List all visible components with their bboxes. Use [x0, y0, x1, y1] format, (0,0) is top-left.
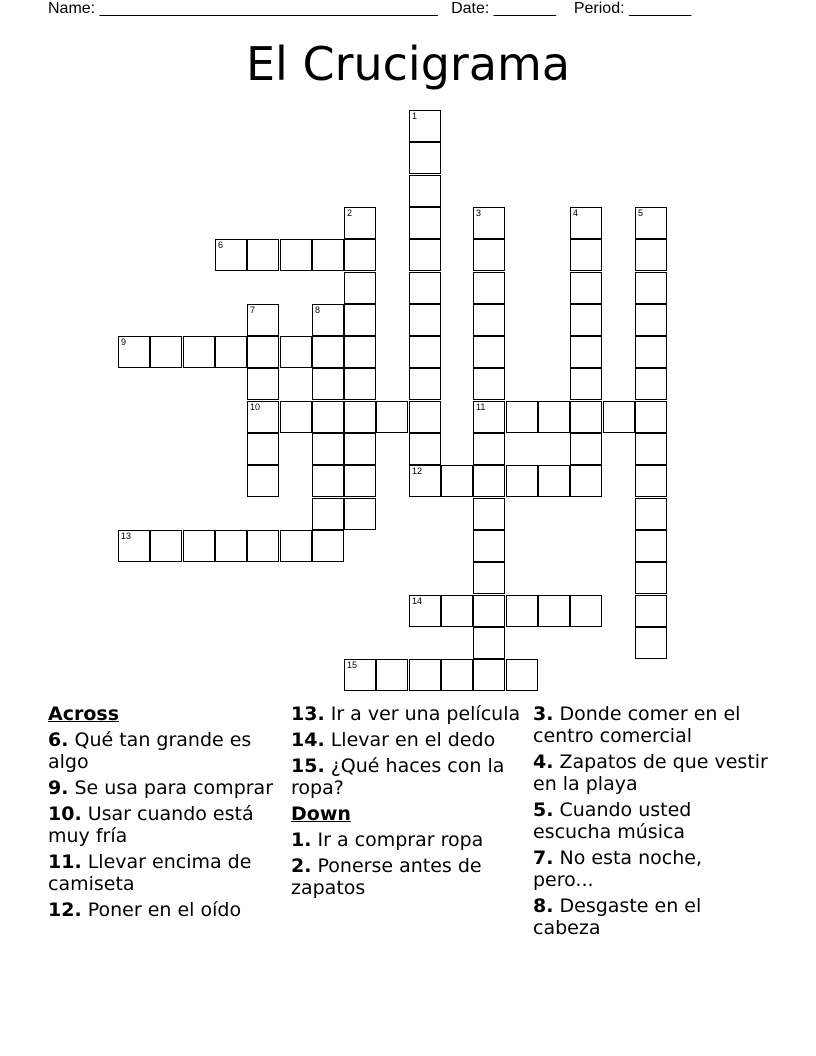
grid-cell[interactable] — [473, 401, 505, 433]
grid-cell[interactable] — [183, 530, 215, 562]
grid-cell[interactable] — [409, 433, 441, 465]
grid-cell[interactable] — [473, 272, 505, 304]
clue-number: 10 — [250, 402, 261, 412]
grid-cell[interactable] — [409, 304, 441, 336]
grid-cell[interactable] — [506, 595, 538, 627]
grid-cell[interactable] — [247, 336, 279, 368]
clue-down-2: 2. Ponerse antes de zapatos — [291, 855, 482, 899]
grid-cell[interactable] — [570, 401, 602, 433]
grid-cell[interactable] — [150, 336, 182, 368]
clue-number: 13 — [121, 531, 132, 541]
clue-down-5: 5. Cuando usted escucha música — [533, 799, 692, 843]
grid-cell[interactable] — [409, 336, 441, 368]
grid-cell[interactable] — [344, 368, 376, 400]
grid-cell[interactable] — [635, 304, 667, 336]
grid-cell[interactable] — [538, 595, 570, 627]
clue-across-9: 9. Se usa para comprar — [48, 777, 274, 799]
grid-cell[interactable] — [473, 627, 505, 659]
grid-cell[interactable] — [183, 336, 215, 368]
clue-across-12: 12. Poner en el oído — [48, 899, 242, 921]
grid-cell[interactable] — [247, 239, 279, 271]
grid-cell[interactable] — [473, 433, 505, 465]
clue-number: 7 — [250, 305, 256, 315]
clue-down-4: 4. Zapatos de que vestir en la playa — [533, 751, 768, 795]
clue-number: 5 — [638, 208, 644, 218]
grid-cell[interactable] — [635, 368, 667, 400]
grid-cell[interactable] — [473, 304, 505, 336]
down-heading: Down — [291, 803, 351, 825]
period-label: Period: — [573, 0, 625, 17]
clue-down-8: 8. Desgaste en el cabeza — [533, 895, 702, 939]
grid-cell[interactable] — [473, 595, 505, 627]
worksheet-header — [48, 0, 691, 18]
clue-number: 9 — [121, 337, 127, 347]
grid-cell[interactable] — [409, 239, 441, 271]
grid-cell[interactable] — [570, 595, 602, 627]
grid-cell[interactable] — [247, 530, 279, 562]
grid-cell[interactable] — [473, 239, 505, 271]
grid-cell[interactable] — [409, 175, 441, 207]
grid-cell[interactable] — [409, 465, 441, 497]
clue-number: 12 — [412, 466, 423, 476]
grid-cell[interactable] — [473, 498, 505, 530]
clue-number: 3 — [476, 208, 482, 218]
grid-cell[interactable] — [118, 530, 150, 562]
grid-cell[interactable] — [344, 498, 376, 530]
clue-number: 4 — [573, 208, 579, 218]
clue-across-13: 13. Ir a ver una película — [291, 703, 521, 725]
grid-cell[interactable] — [635, 207, 667, 239]
grid-cell[interactable] — [441, 465, 473, 497]
grid-cell[interactable] — [215, 336, 247, 368]
grid-cell[interactable] — [635, 401, 667, 433]
grid-cell[interactable] — [473, 530, 505, 562]
clue-number: 6 — [218, 240, 224, 250]
grid-cell[interactable] — [441, 595, 473, 627]
grid-cell[interactable] — [570, 207, 602, 239]
grid-cell[interactable] — [344, 207, 376, 239]
clue-number: 1 — [412, 111, 418, 121]
grid-cell[interactable] — [473, 368, 505, 400]
grid-cell[interactable] — [473, 207, 505, 239]
grid-cell[interactable] — [409, 207, 441, 239]
grid-cell[interactable] — [376, 659, 408, 691]
grid-cell[interactable] — [409, 401, 441, 433]
grid-cell[interactable] — [376, 401, 408, 433]
grid-cell[interactable] — [570, 304, 602, 336]
clue-number: 2 — [347, 208, 353, 218]
grid-cell[interactable] — [215, 239, 247, 271]
grid-cell[interactable] — [312, 401, 344, 433]
grid-cell[interactable] — [344, 465, 376, 497]
grid-cell[interactable] — [312, 304, 344, 336]
grid-cell[interactable] — [280, 401, 312, 433]
grid-cell[interactable] — [635, 433, 667, 465]
grid-cell[interactable] — [635, 239, 667, 271]
grid-cell[interactable] — [570, 465, 602, 497]
grid-cell[interactable] — [247, 368, 279, 400]
across-heading: Across — [48, 703, 120, 725]
grid-cell[interactable] — [215, 530, 247, 562]
grid-cell[interactable] — [570, 239, 602, 271]
grid-cell[interactable] — [635, 595, 667, 627]
grid-cell[interactable] — [506, 465, 538, 497]
grid-cell[interactable] — [312, 368, 344, 400]
date-label: Date: — [451, 0, 490, 17]
grid-cell[interactable] — [635, 272, 667, 304]
grid-cell[interactable] — [506, 401, 538, 433]
clue-number: 15 — [347, 660, 358, 670]
grid-cell[interactable] — [312, 239, 344, 271]
grid-cell[interactable] — [344, 336, 376, 368]
grid-cell[interactable] — [150, 530, 182, 562]
grid-cell[interactable] — [344, 304, 376, 336]
grid-cell[interactable] — [603, 401, 635, 433]
grid-cell[interactable] — [409, 659, 441, 691]
grid-cell[interactable] — [409, 142, 441, 174]
page-title: El Crucigrama — [245, 37, 571, 91]
grid-cell[interactable] — [280, 239, 312, 271]
grid-cell[interactable] — [570, 272, 602, 304]
clue-down-7: 7. No esta noche, pero... — [533, 847, 702, 891]
grid-cell[interactable] — [635, 562, 667, 594]
grid-cell[interactable] — [473, 562, 505, 594]
grid-cell[interactable] — [473, 336, 505, 368]
grid-cell[interactable] — [506, 659, 538, 691]
grid-cell[interactable] — [473, 465, 505, 497]
clue-number: 11 — [476, 402, 486, 412]
grid-cell[interactable] — [344, 401, 376, 433]
clue-down-1: 1. Ir a comprar ropa — [291, 829, 484, 851]
grid-cell[interactable] — [409, 595, 441, 627]
period-blank[interactable]: _______ — [629, 0, 692, 17]
grid-cell[interactable] — [247, 304, 279, 336]
grid-cell[interactable] — [247, 465, 279, 497]
grid-cell[interactable] — [538, 465, 570, 497]
grid-cell[interactable] — [635, 465, 667, 497]
clue-across-14: 14. Llevar en el dedo — [291, 729, 496, 751]
grid-cell[interactable] — [635, 627, 667, 659]
clue-across-10: 10. Usar cuando está muy fría — [48, 803, 254, 847]
grid-cell[interactable] — [247, 401, 279, 433]
grid-cell[interactable] — [635, 336, 667, 368]
grid-cell[interactable] — [312, 465, 344, 497]
grid-cell[interactable] — [118, 336, 150, 368]
clues-column-3 — [533, 703, 768, 943]
grid-cell[interactable] — [280, 336, 312, 368]
grid-cell[interactable] — [344, 659, 376, 691]
grid-cell[interactable] — [570, 433, 602, 465]
grid-cell[interactable] — [312, 498, 344, 530]
grid-cell[interactable] — [409, 110, 441, 142]
grid-cell[interactable] — [570, 336, 602, 368]
date-blank[interactable]: _______ — [493, 0, 557, 17]
grid-cell[interactable] — [409, 272, 441, 304]
clue-across-11: 11. Llevar encima de camiseta — [48, 851, 252, 895]
grid-cell[interactable] — [344, 433, 376, 465]
grid-cell[interactable] — [570, 368, 602, 400]
clue-number: 8 — [315, 305, 321, 315]
clues-column-2 — [291, 703, 526, 903]
clue-across-6: 6. Qué tan grande es algo — [48, 729, 252, 773]
grid-cell[interactable] — [344, 239, 376, 271]
clues-column-1 — [48, 703, 283, 925]
grid-cell[interactable] — [441, 659, 473, 691]
grid-cell[interactable] — [280, 530, 312, 562]
name-label: Name: — [48, 0, 96, 17]
grid-cell[interactable] — [409, 368, 441, 400]
clue-down-3: 3. Donde comer en el centro comercial — [533, 703, 741, 747]
clue-number: 14 — [412, 596, 423, 606]
grid-cell[interactable] — [538, 401, 570, 433]
grid-cell[interactable] — [344, 272, 376, 304]
clue-across-15: 15. ¿Qué haces con la ropa? — [291, 755, 505, 799]
grid-cell[interactable] — [473, 659, 505, 691]
grid-cell[interactable] — [312, 336, 344, 368]
grid-cell[interactable] — [247, 433, 279, 465]
name-blank[interactable]: ______________________________________ — [99, 0, 438, 17]
grid-cell[interactable] — [635, 498, 667, 530]
grid-cell[interactable] — [312, 433, 344, 465]
grid-cell[interactable] — [312, 530, 344, 562]
grid-cell[interactable] — [635, 530, 667, 562]
